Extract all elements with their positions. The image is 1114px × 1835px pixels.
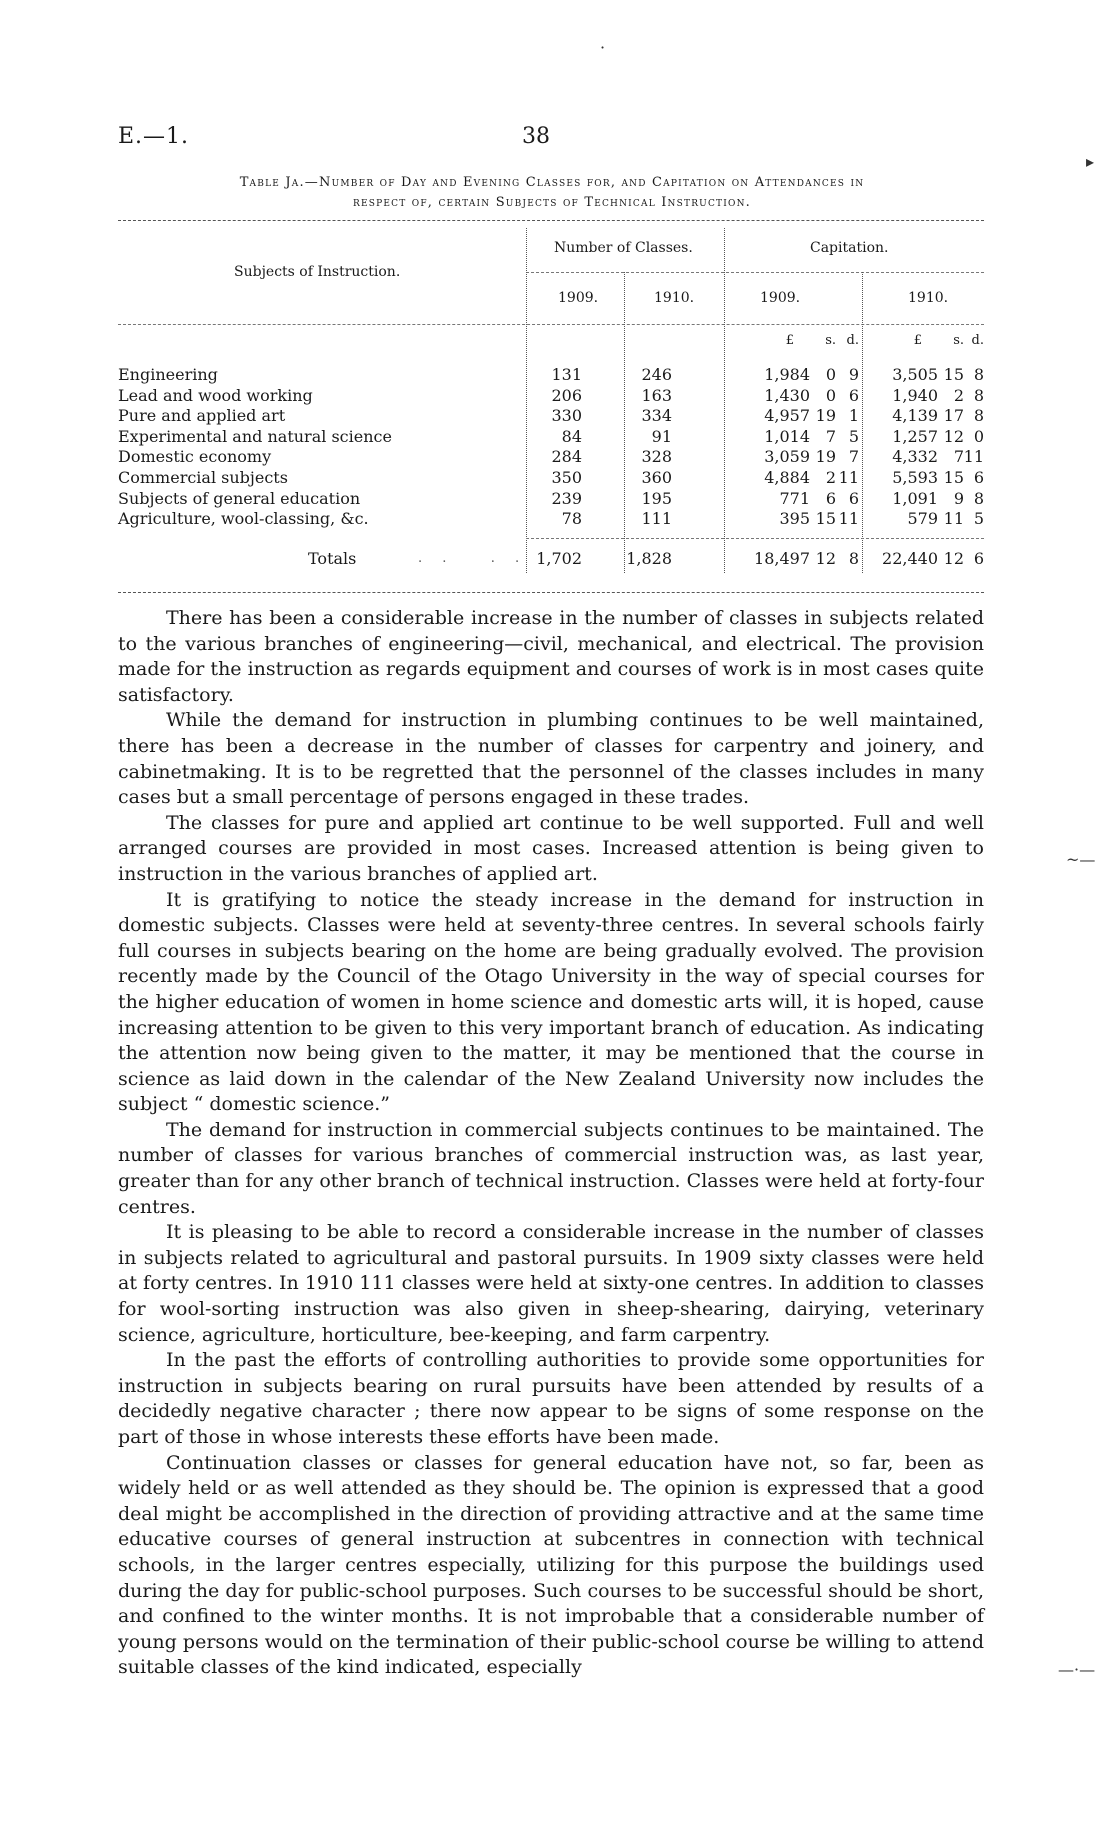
paragraph: It is gratifying to notice the steady increase in the demand for instruction in domestic subjects. Classes were held at seventy-three centres. In several schools fairly full courses in subjects bearing on the home are being gradually evolved. The provision recently made by the Council of the Otago University in the way of special courses for the higher education of women in home science and domestic arts will, it is hoped, cause increasing attention to be given to this very important branch of education. As indicating the attention now being given to the matter, it may be mentioned that the course in science as laid down in the calendar of the New Zealand University now includes the subject “ domestic science.” [118, 888, 984, 1116]
cap-1910-pence-cell: 8 [973, 365, 984, 384]
subject-cell: Pure and applied art [118, 406, 286, 426]
paragraph: The classes for pure and applied art continue to be well supported. Full and well arranged courses are provided in most cases. Increased attention is being given to instruction in the various branches of applied art. [118, 811, 984, 885]
cap-1910-shillings-cell: 2 [953, 385, 964, 405]
classes-1909-cell: 206 [551, 385, 582, 405]
cap-1909-shillings-cell: 0 [825, 385, 836, 405]
cap-1909-pence-cell: 11 [838, 468, 859, 487]
cap-1910-pence-cell: 0 [973, 426, 984, 446]
cap-1909-pounds-cell: 4,884 [764, 468, 810, 487]
subject-cell: Subjects of general education [118, 488, 361, 508]
header-divider [526, 272, 984, 273]
cap-1910-shillings-cell: 12 [943, 426, 964, 446]
scan-speck: —·— [1058, 1660, 1096, 1679]
subjects-header: Subjects of Instruction. [234, 264, 401, 280]
cap-1910-pence-cell: 11 [963, 447, 984, 467]
scan-speck: · [600, 38, 606, 57]
classes-1910-cell: 328 [641, 447, 672, 467]
cap-1909-shillings-cell: 2 [825, 468, 836, 487]
totals-cap-1909-pence: 8 [848, 549, 859, 568]
subject-cell: Engineering [118, 365, 218, 384]
totals-cap-1909-pounds: 18,497 [754, 549, 810, 568]
classes-1909-cell: 330 [551, 406, 582, 426]
cap-1910-shillings-cell: 15 [943, 365, 964, 384]
classes-header: Number of Classes. [554, 240, 693, 256]
totals-cap-1910-shillings: 12 [943, 549, 964, 568]
classes-1910-cell: 360 [641, 468, 672, 487]
cap-1910-pounds-cell: 579 [907, 509, 938, 529]
cap-1909-shillings-cell: 19 [815, 447, 836, 467]
cap-1909-pounds-cell: 771 [779, 488, 810, 508]
cap-1909-shillings-cell: 19 [815, 406, 836, 426]
subject-cell: Lead and wood working [118, 385, 313, 405]
cap-1910-pounds-cell: 1,091 [892, 488, 938, 508]
cap-1909-pence-cell: 5 [848, 426, 859, 446]
body-text [118, 606, 984, 1681]
cap-1909-pence-cell: 9 [848, 365, 859, 384]
leader-dots: . . . . [418, 551, 528, 566]
classes-1909-cell: 84 [561, 426, 582, 446]
page-header [118, 124, 1004, 154]
cap-1909-shillings-cell: 0 [825, 365, 836, 384]
scan-speck: ▸ [1086, 152, 1095, 171]
capitation-year-1909: 1909. [760, 290, 801, 306]
subject-cell: Commercial subjects [118, 468, 288, 487]
cap-1909-pounds-cell: 1,430 [764, 385, 810, 405]
cap-1909-pence-cell: 6 [848, 385, 859, 405]
classes-1909-cell: 78 [561, 509, 582, 529]
cap-1910-pounds-cell: 1,940 [892, 385, 938, 405]
header-bottom-rule [118, 324, 984, 325]
classes-1910-cell: 246 [641, 365, 672, 384]
cap-1909-shillings-cell: 15 [815, 509, 836, 529]
cap-1909-pence-cell: 6 [848, 488, 859, 508]
unit-row [118, 330, 984, 351]
cap-1910-shillings-cell: 9 [953, 488, 964, 508]
table-caption [118, 173, 986, 213]
table-row [118, 467, 984, 488]
caption-line-2: respect of, certain Subjects of Technical Instruction. [353, 195, 751, 210]
subject-cell: Agriculture, wool-classing, &c. [118, 509, 369, 529]
table-row [118, 508, 984, 529]
page-number: 38 [522, 124, 550, 149]
classes-year-1909: 1909. [558, 290, 599, 306]
cap-1910-shillings-cell: 11 [943, 509, 964, 529]
totals-row [118, 548, 984, 569]
shilling-unit: s. [825, 333, 836, 348]
table-bottom-rule [118, 592, 984, 593]
totals-cap-1910-pence: 6 [973, 549, 984, 568]
subject-cell: Experimental and natural science [118, 426, 392, 446]
table-row [118, 426, 984, 447]
cap-1909-pounds-cell: 1,984 [764, 365, 810, 384]
cap-1909-shillings-cell: 6 [825, 488, 836, 508]
pence-unit: d. [846, 333, 859, 348]
totals-cap-1909-shillings: 12 [815, 549, 836, 568]
paragraph: It is pleasing to be able to record a considerable increase in the number of classes in subjects related to agricultural and pastoral pursuits. In 1909 sixty classes were held at forty centres. In 1910 111 classes were held at sixty-one centres. In addition to classes for wool-sorting instruction was also given in sheep-shearing, dairying, veterinary science, agriculture, horticulture, bee-keeping, and farm carpentry. [118, 1221, 984, 1346]
cap-1910-pence-cell: 8 [973, 385, 984, 405]
totals-classes-1909: 1,702 [536, 549, 582, 568]
cap-1910-pence-cell: 8 [973, 488, 984, 508]
totals-rule [526, 538, 984, 539]
cap-1910-pounds-cell: 5,593 [892, 468, 938, 487]
paragraph: While the demand for instruction in plumbing continues to be well maintained, there has been a decrease in the number of classes for carpentry and joinery, and cabinetmaking. It is to be regretted that the personnel of the classes includes in many cases but a small percentage of persons engaged in these trades. [118, 709, 984, 809]
table-row [118, 446, 984, 467]
classes-1909-cell: 284 [551, 447, 582, 467]
classes-1909-cell: 350 [551, 468, 582, 487]
subject-cell: Domestic economy [118, 447, 272, 467]
totals-label: Totals [308, 549, 357, 568]
classes-1910-cell: 334 [641, 406, 672, 426]
scan-speck: ~— [1066, 850, 1096, 869]
classes-1910-cell: 111 [641, 509, 672, 529]
cap-1910-pence-cell: 6 [973, 468, 984, 487]
caption-line-1: Table Ja.—Number of Day and Evening Classes for, and Capitation on Attendances in [239, 175, 865, 190]
table-row [118, 488, 984, 509]
cap-1909-shillings-cell: 7 [825, 426, 836, 446]
table-top-rule [118, 220, 984, 221]
paragraph: In the past the efforts of controlling authorities to provide some opportunities for instruction in subjects bearing on rural pursuits have been attended by results of a decidedly negative character ; there now appear to be signs of some response on the part of those in whose interests these efforts have been made. [118, 1349, 984, 1448]
document-reference: E.—1. [118, 124, 190, 149]
totals-classes-1910: 1,828 [626, 549, 672, 568]
cap-1910-shillings-cell: 17 [943, 406, 964, 426]
totals-cap-1910-pounds: 22,440 [882, 549, 938, 568]
cap-1910-pounds-cell: 4,139 [892, 406, 938, 426]
classes-1910-cell: 91 [651, 426, 672, 446]
paragraph: The demand for instruction in commercial subjects continues to be maintained. The number of classes for various branches of commercial instruction was, as last year, greater than for any other branch of technical instruction. Classes were held at forty-four centres. [118, 1118, 984, 1218]
pound-unit: £ [913, 333, 922, 348]
cap-1910-shillings-cell: 15 [943, 468, 964, 487]
paragraph: Continuation classes or classes for general education have not, so far, been as widely held or as well attended as they should be. The opinion is expressed that a good deal might be accomplished in the direction of providing attractive and at the same time educative courses of general instruction at subcentres in connection with technical schools, in the larger centres especially, utilizing for this purpose the buildings used during the day for public-school purposes. Such courses to be successful should be short, and confined to the winter months. It is not improbable that a considerable number of young persons would on the termination of their public-school course be willing to attend suitable classes of the kind indicated, especially [118, 1451, 984, 1679]
capitation-year-1910: 1910. [908, 290, 949, 306]
paragraph: There has been a considerable increase in the number of classes in subjects related to the various branches of engineering—civil, mechanical, and electrical. The provision made for the instruction as regards equipment and courses of work is in most cases quite satisfactory. [118, 607, 984, 706]
pound-unit: £ [785, 333, 794, 348]
cap-1909-pence-cell: 7 [848, 447, 859, 467]
cap-1909-pence-cell: 1 [848, 406, 859, 426]
cap-1910-pence-cell: 8 [973, 406, 984, 426]
cap-1909-pounds-cell: 395 [779, 509, 810, 529]
cap-1909-pounds-cell: 4,957 [764, 406, 810, 426]
cap-1910-shillings-cell: 7 [953, 447, 964, 467]
classes-1909-cell: 239 [551, 488, 582, 508]
cap-1910-pounds-cell: 1,257 [892, 426, 938, 446]
capitation-header: Capitation. [810, 240, 889, 256]
classes-1910-cell: 163 [641, 385, 672, 405]
classes-year-1910: 1910. [654, 290, 695, 306]
classes-1909-cell: 131 [551, 365, 582, 384]
table-row [118, 385, 984, 406]
cap-1910-pounds-cell: 4,332 [892, 447, 938, 467]
cap-1910-pence-cell: 5 [973, 509, 984, 529]
cap-1910-pounds-cell: 3,505 [892, 365, 938, 384]
table-row [118, 405, 984, 426]
cap-1909-pence-cell: 11 [838, 509, 859, 529]
classes-1910-cell: 195 [641, 488, 672, 508]
cap-1909-pounds-cell: 3,059 [764, 447, 810, 467]
table-row [118, 364, 984, 385]
cap-1909-pounds-cell: 1,014 [764, 426, 810, 446]
shilling-unit: s. [953, 333, 964, 348]
pence-unit: d. [971, 333, 984, 348]
